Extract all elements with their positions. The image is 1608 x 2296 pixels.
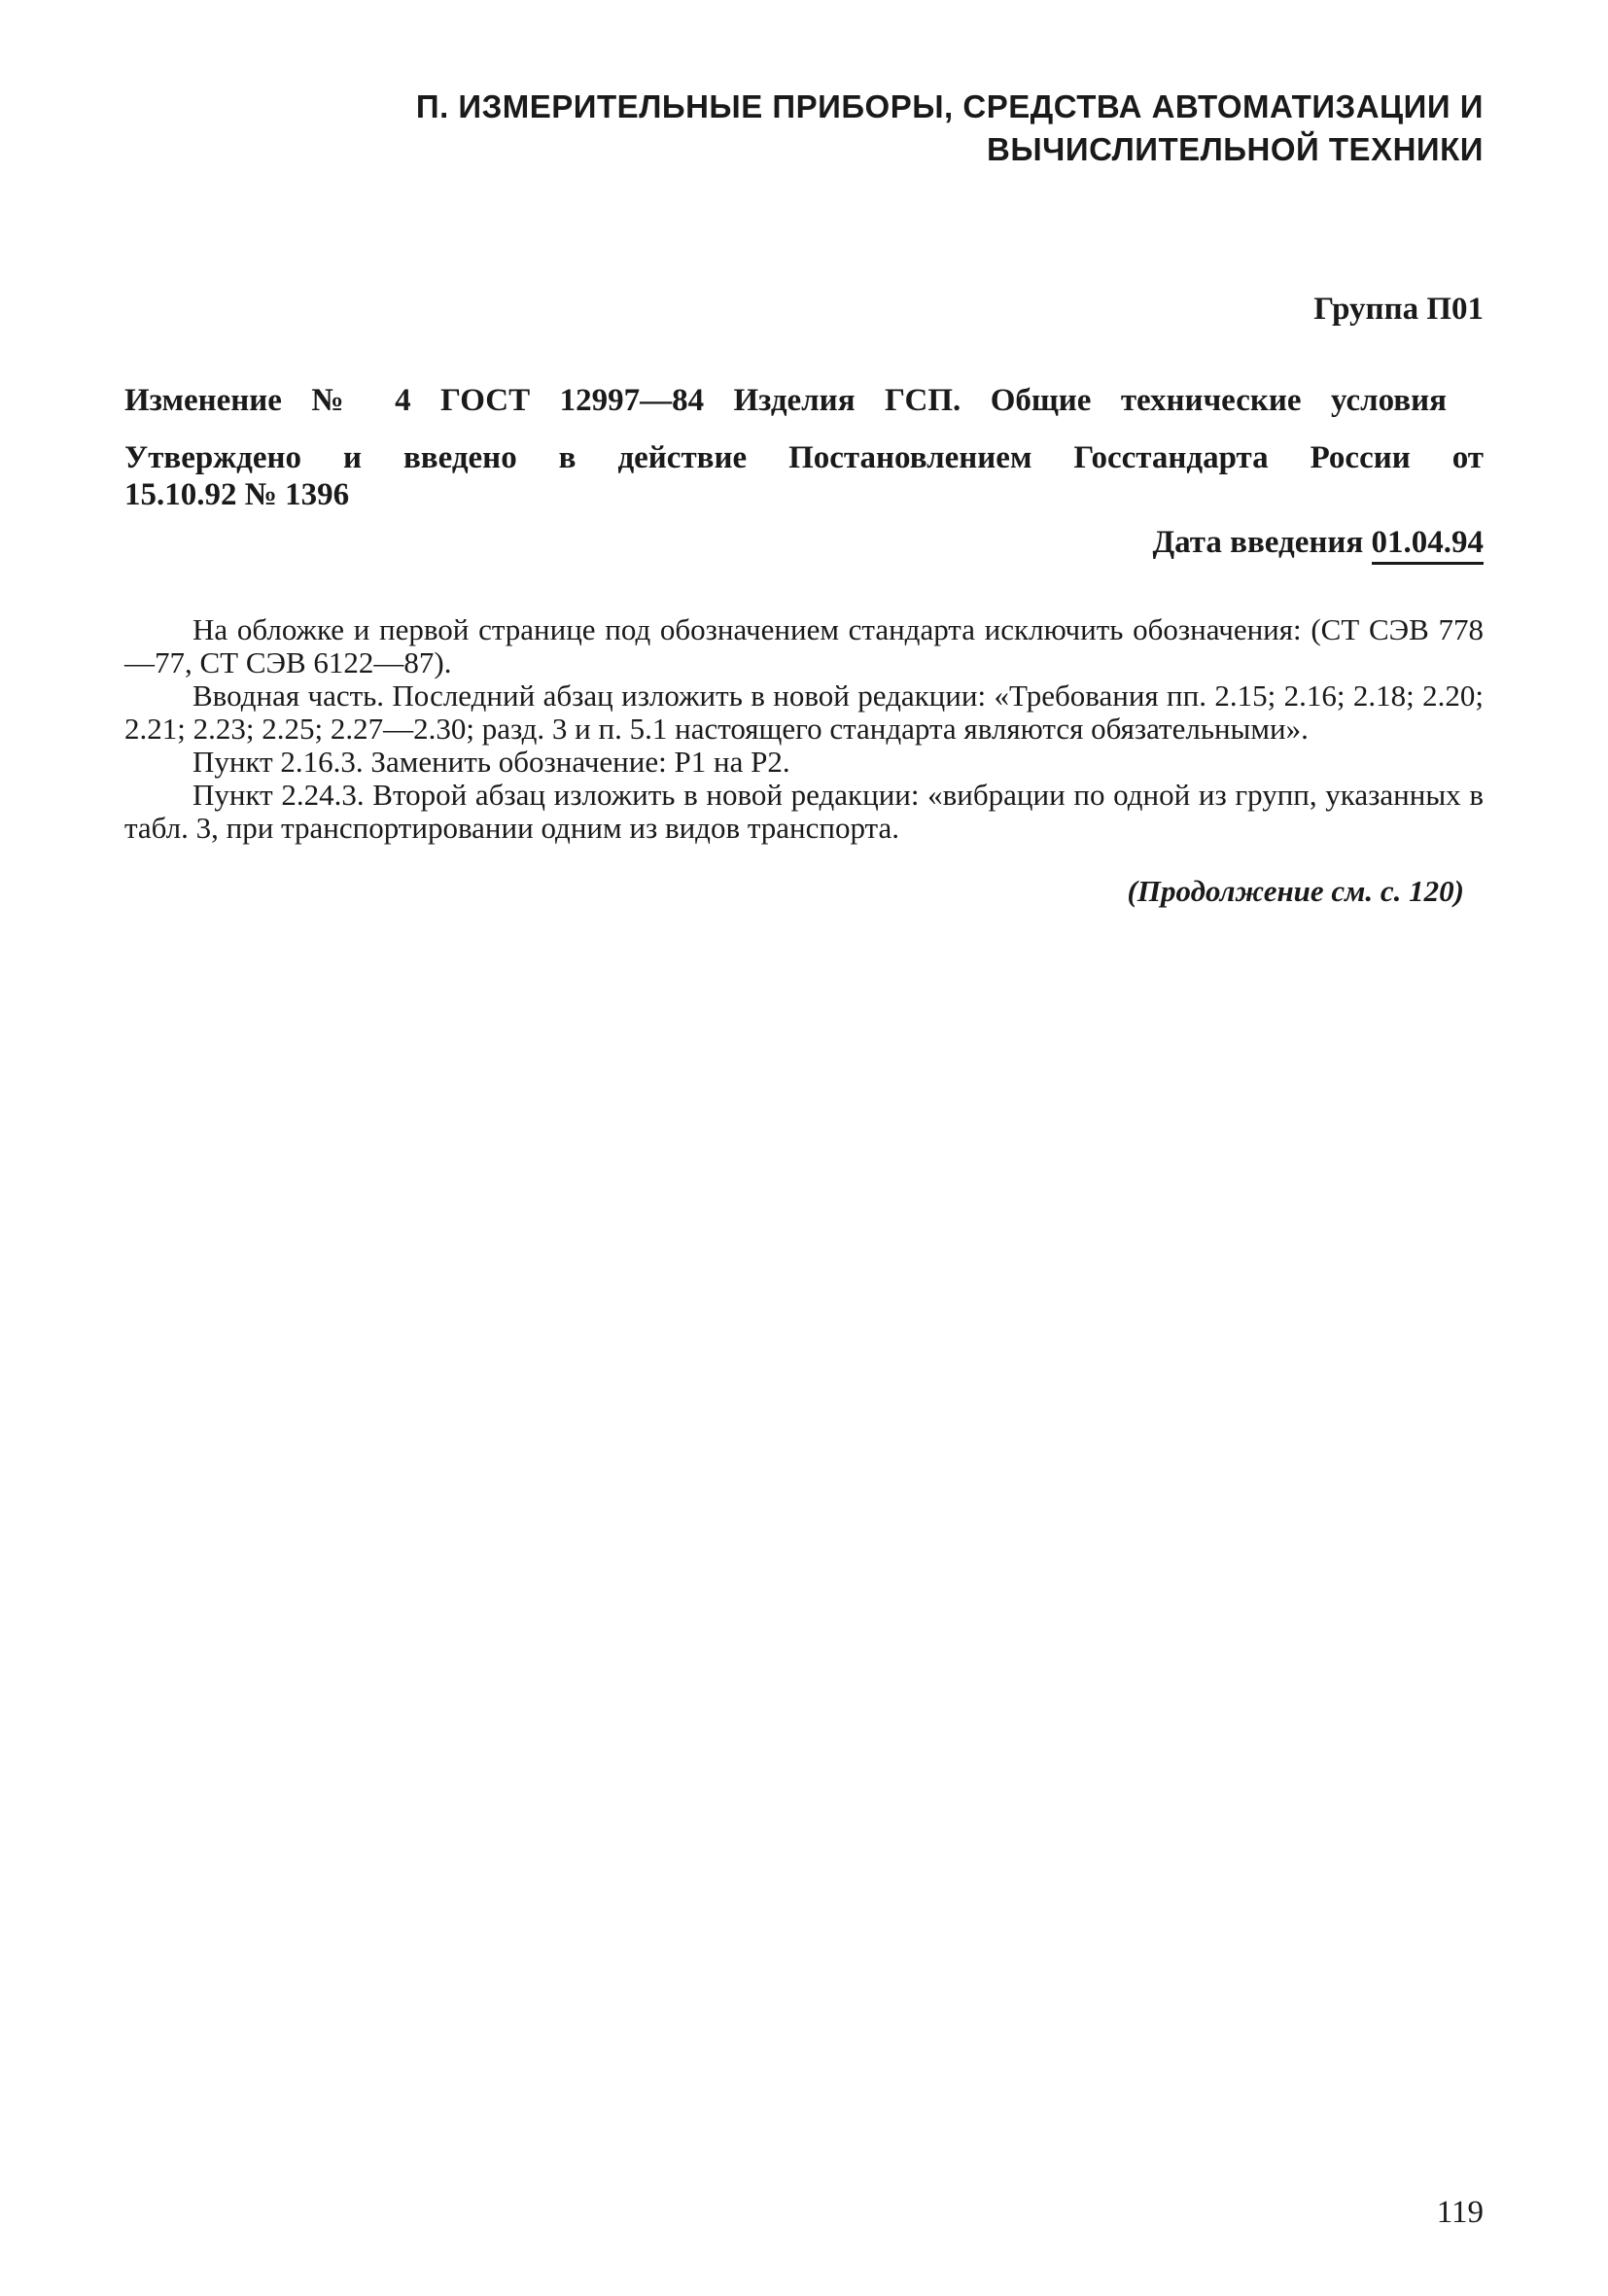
amendment-body <box>124 613 1484 845</box>
approval-line-2: 15.10.92 № 1396 <box>124 477 350 512</box>
paragraph-2-16-3: Пункт 2.16.3. Заменить обозначение: Р1 на Р2. <box>192 745 790 779</box>
page-number: 119 <box>1436 2195 1484 2230</box>
document-page <box>124 86 1484 2273</box>
effective-date <box>124 523 1484 565</box>
effective-date-label: Дата введения <box>1152 525 1372 560</box>
section-header <box>124 86 1484 171</box>
approval-line-1: Утверждено и введено в действие Постановлением Госстандарта России от <box>124 440 1484 475</box>
section-header-line-2: ВЫЧИСЛИТЕЛЬНОЙ ТЕХНИКИ <box>987 131 1484 167</box>
group-code: Группа П01 <box>1313 292 1484 327</box>
approval-statement <box>124 439 1484 513</box>
paragraph-2-24-3: Пункт 2.24.3. Второй абзац изложить в новой редакции: «вибрации по одной из групп, указанных в табл. 3, при транспортировании одним из видов транспорта. <box>124 778 1484 845</box>
section-header-line-1: П. ИЗМЕРИТЕЛЬНЫЕ ПРИБОРЫ, СРЕДСТВА АВТОМАТИЗАЦИИ И <box>415 88 1484 124</box>
continued-note: (Продолжение см. с. 120) <box>1127 874 1464 908</box>
paragraph-intro: Вводная часть. Последний абзац изложить в новой редакции: «Требования пп. 2.15; 2.16; 2.18; 2.20; 2.21; 2.23; 2.25; 2.27—2.30; разд. 3 и п. 5.1 настоящего стандарта являются обязательными». <box>124 678 1484 746</box>
effective-date-value: 01.04.94 <box>1372 525 1485 565</box>
amendment-title: Изменение № 4 ГОСТ 12997—84 Изделия ГСП. Общие технические условия <box>124 383 1447 418</box>
paragraph-cover: На обложке и первой странице под обозначением стандарта исключить обозначения: (СТ СЭВ 778—77, СТ СЭВ 6122—87). <box>124 612 1484 679</box>
